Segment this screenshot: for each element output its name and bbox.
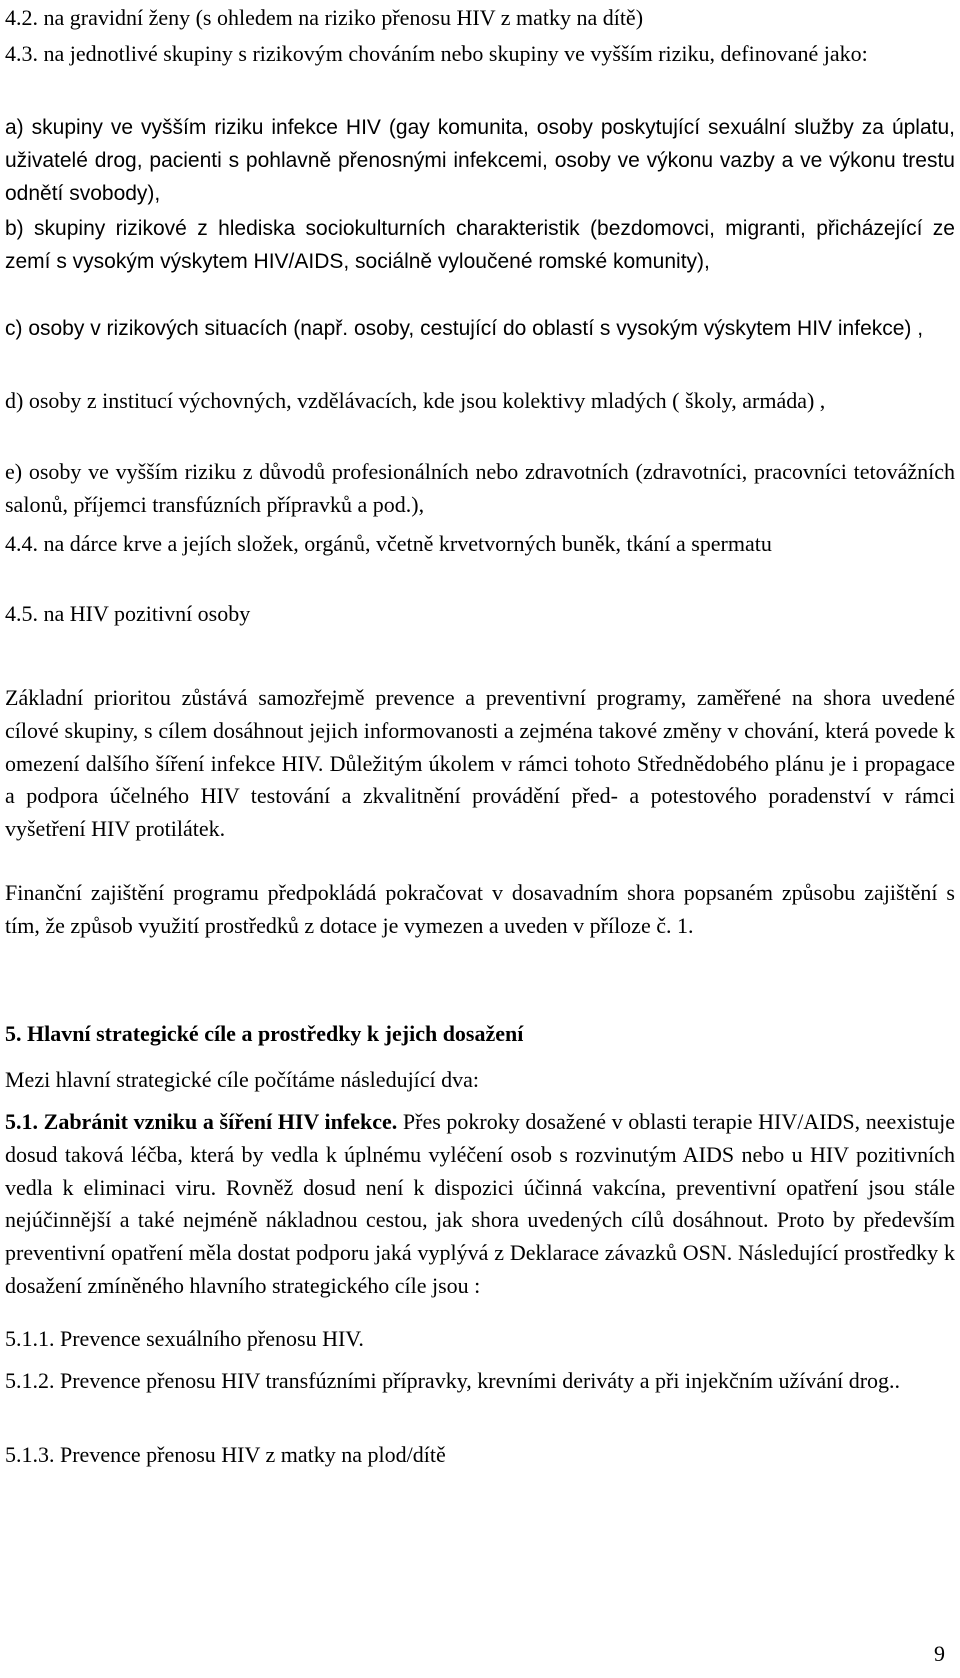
page-number: 9 <box>934 1641 945 1666</box>
list-item-c: c) osoby v rizikových situacích (např. osoby, cestující do oblastí s vysokým výskytem HIV infekce) , <box>5 317 924 340</box>
sub-item-5-1-3: 5.1.3. Prevence přenosu HIV z matky na plod/dítě <box>5 1442 446 1467</box>
sub-item-5-1-2: 5.1.2. Prevence přenosu HIV transfúzními přípravky, krevními deriváty a při injekčním užívání drog.. <box>5 1368 901 1393</box>
paragraph-priority: Základní prioritou zůstává samozřejmě prevence a preventivní programy, zaměřené na shora uvedené cílové skupiny, s cílem dosáhnout jejich informovanosti a zejména takové změny v chování, která povede k omezení dalšího šíření infekce HIV. Důležitým úkolem v rámci tohoto Střednědobého plánu je i propagace a podpora účelného HIV testování a zkvalitnění provádění před- a potestového poradenství v rámci vyšetření HIV protilátek. <box>5 685 955 842</box>
paragraph-financing: Finanční zajištění programu předpokládá pokračovat v dosavadním shora popsaném způsobu zajištění s tím, že způsob využití prostředků z dotace je vymezen a uveden v příloze č. 1. <box>5 880 955 938</box>
list-item-a: a) skupiny ve vyšším riziku infekce HIV (gay komunita, osoby poskytující sexuální služby za úplatu, uživatelé drog, pacienti s pohlavně přenosnými infekcemi, osoby ve výkonu vazby a ve výkonu trestu odnětí svobody), <box>5 116 955 205</box>
goal-paragraph <box>5 1106 955 1303</box>
list-item-e: e) osoby ve vyšším riziku z důvodů profesionálních nebo zdravotních (zdravotníci, pracovníci tetovážních salonů, příjemci transfúzních přípravků a pod.), <box>5 459 955 517</box>
goal-title: 5.1. Zabránit vzniku a šíření HIV infekce. <box>5 1109 398 1134</box>
section-heading: 5. Hlavní strategické cíle a prostředky k jejich dosažení <box>5 1021 524 1046</box>
list-item-4-5: 4.5. na HIV pozitivní osoby <box>5 601 251 626</box>
goal-text: Přes pokroky dosažené v oblasti terapie HIV/AIDS, neexistuje dosud taková léčba, která by vedla k úplnému vyléčení osob s rozvinutým AIDS nebo u HIV pozitivních vedla k eliminaci viru. Rovněž dosud není k dispozici účinná vakcína, preventivní opatření jsou stále nejúčinnější a také nejméně nákladnou cestou, jak shora uvedených cílů dosáhnout. Proto by především preventivní opatření měla dostat podporu jaká vyplývá z Deklarace závazků OSN. Následující prostředky k dosažení zmíněného hlavního strategického cíle jsou : <box>5 1109 955 1298</box>
sub-item-5-1-1: 5.1.1. Prevence sexuálního přenosu HIV. <box>5 1326 364 1351</box>
list-item-4-2: 4.2. na gravidní ženy (s ohledem na riziko přenosu HIV z matky na dítě) <box>5 5 644 30</box>
list-item-4-3: 4.3. na jednotlivé skupiny s rizikovým chováním nebo skupiny ve vyšším riziku, definované jako: <box>5 41 868 66</box>
list-item-b: b) skupiny rizikové z hlediska sociokulturních charakteristik (bezdomovci, migranti, přicházející ze zemí s vysokým výskytem HIV/AIDS, sociálně vyloučené romské komunity), <box>5 217 955 273</box>
list-item-4-4: 4.4. na dárce krve a jejích složek, orgánů, včetně krvetvorných buněk, tkání a spermatu <box>5 531 772 556</box>
section-intro: Mezi hlavní strategické cíle počítáme následující dva: <box>5 1067 480 1092</box>
list-item-d: d) osoby z institucí výchovných, vzdělávacích, kde jsou kolektivy mladých ( školy, armáda) , <box>5 388 826 413</box>
